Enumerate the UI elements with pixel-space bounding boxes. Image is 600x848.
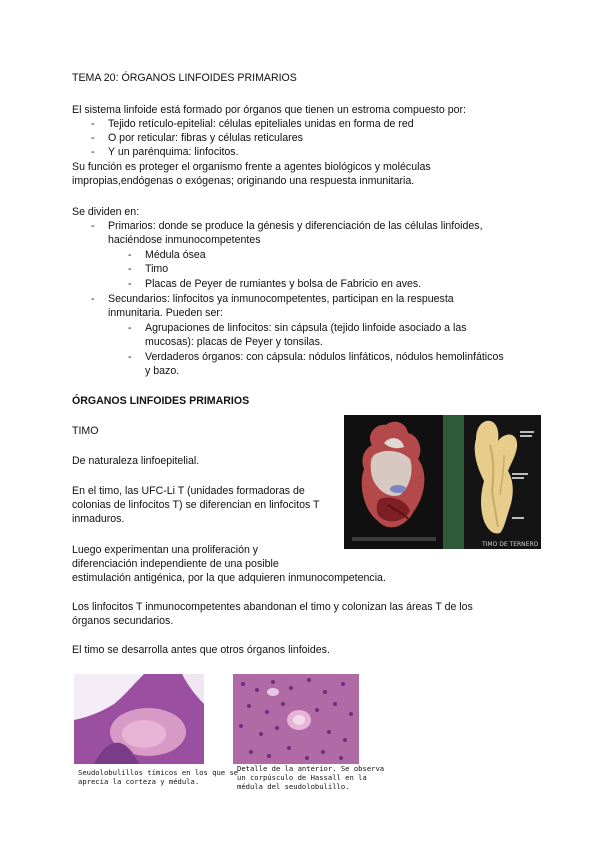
timo-p1: De naturaleza linfoepitelial.	[72, 455, 200, 467]
bullet-dash: -	[91, 118, 95, 130]
secondary-item: mucosas): placas de Peyer y tonsilas.	[145, 336, 323, 348]
bullet-dash: -	[128, 322, 132, 334]
caption-left: aprecia la corteza y médula.	[78, 777, 200, 786]
caption-right: médula del seudolobulillo.	[237, 782, 350, 791]
primary-item: Timo	[145, 263, 169, 275]
histology-photo-right	[233, 674, 359, 764]
thymus-photo-drawing	[344, 415, 541, 549]
caption-right: Detalle de la anterior. Se observa	[237, 764, 385, 773]
page-title: TEMA 20: ÓRGANOS LINFOIDES PRIMARIOS	[72, 72, 297, 84]
secondary-line: inmunitaria. Pueden ser:	[108, 307, 223, 319]
primary-line: haciéndose inmunocompetentes	[108, 234, 261, 246]
timo-heading: TIMO	[72, 425, 99, 437]
bullet-dash: -	[128, 278, 132, 290]
histology-photo-left	[74, 674, 204, 764]
timo-p2: En el timo, las UFC-Li T (unidades formadoras de	[72, 485, 305, 497]
timo-p3: Luego experimentan una proliferación y	[72, 544, 259, 556]
bullet-dash: -	[91, 146, 95, 158]
primary-item: Placas de Peyer de rumiantes y bolsa de Fabricio en aves.	[145, 278, 422, 290]
function-line: Su función es proteger el organismo frente a agentes biológicos y moléculas	[72, 161, 431, 173]
timo-p5: El timo se desarrolla antes que otros órganos linfoides.	[72, 644, 330, 656]
timo-p2: inmaduros.	[72, 513, 125, 525]
divide-heading: Se dividen en:	[72, 206, 140, 218]
secondary-line: Secundarios: linfocitos ya inmunocompetentes, participan en la respuesta	[108, 293, 454, 305]
timo-p4: órganos secundarios.	[72, 615, 174, 627]
intro-item: O por reticular: fibras y células reticulares	[108, 132, 303, 144]
primary-item: Médula ósea	[145, 249, 206, 261]
section-heading: ÓRGANOS LINFOIDES PRIMARIOS	[72, 395, 250, 407]
secondary-item: y bazo.	[145, 365, 180, 377]
caption-left: Seudolobulillos tímicos en los que se	[78, 768, 239, 777]
histology-right-drawing	[233, 674, 359, 764]
caption-right: un corpúsculo de Hassall en la	[237, 773, 367, 782]
bullet-dash: -	[128, 351, 132, 363]
primary-line: Primarios: donde se produce la génesis y diferenciación de las células linfoides,	[108, 220, 483, 232]
photo-label: TIMO DE TERNERO	[482, 541, 539, 548]
timo-p2: colonias de linfocitos T) se diferencian en linfocitos T	[72, 499, 320, 511]
intro-line: El sistema linfoide está formado por órganos que tienen un estroma compuesto por:	[72, 104, 466, 116]
timo-p3: diferenciación independiente de una posible	[72, 558, 279, 570]
bullet-dash: -	[91, 132, 95, 144]
intro-item: Tejido retículo-epitelial: células epiteliales unidas en forma de red	[108, 118, 414, 130]
bullet-dash: -	[128, 263, 132, 275]
intro-item: Y un parénquima: linfocitos.	[108, 146, 239, 158]
secondary-item: Agrupaciones de linfocitos: sin cápsula (tejido linfoide asociado a las	[145, 322, 467, 334]
timo-p4: Los linfocitos T inmunocompetentes abandonan el timo y colonizan las áreas T de los	[72, 601, 473, 613]
histology-left-drawing	[74, 674, 204, 764]
bullet-dash: -	[128, 249, 132, 261]
bullet-dash: -	[91, 293, 95, 305]
bullet-dash: -	[91, 220, 95, 232]
thymus-photo	[344, 415, 541, 549]
function-line: impropias,endógenas o exógenas; originando una respuesta inmunitaria.	[72, 175, 415, 187]
timo-p3: estimulación antigénica, por la que adquieren inmunocompetencia.	[72, 572, 386, 584]
secondary-item: Verdaderos órganos: con cápsula: nódulos linfáticos, nódulos hemolinfáticos	[145, 351, 504, 363]
